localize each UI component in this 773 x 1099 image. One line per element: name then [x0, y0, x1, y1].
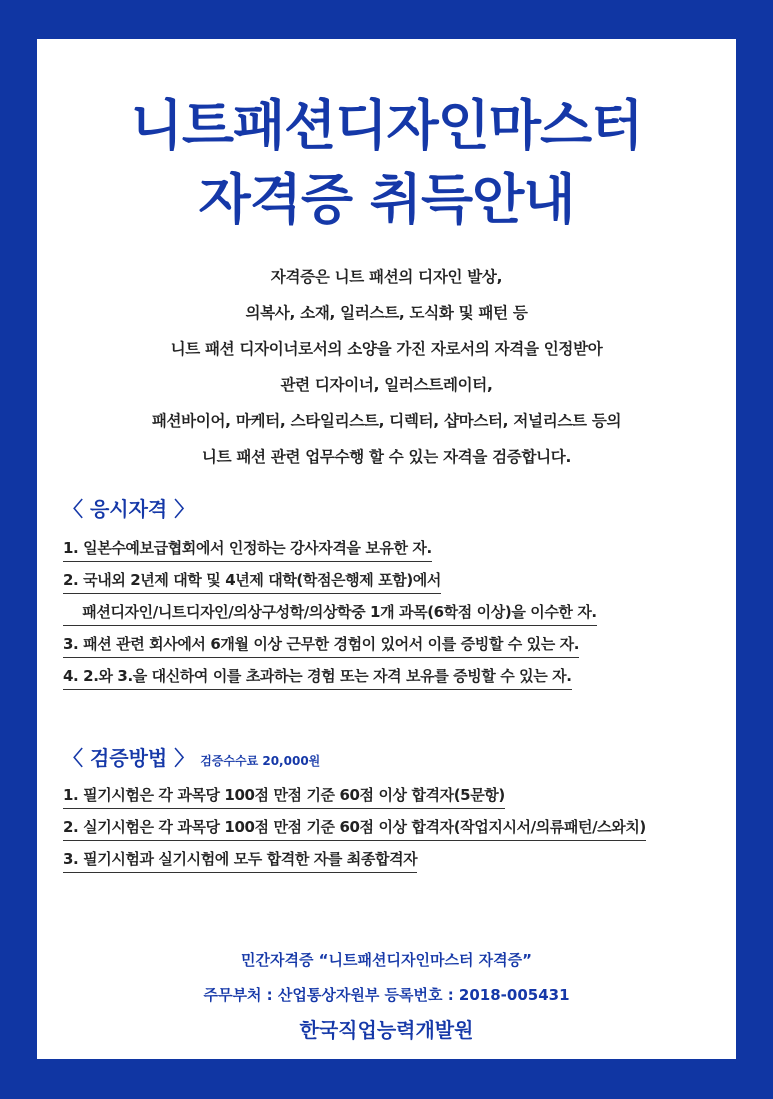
footer-registration: 주무부처 : 산업통상자원부 등록번호 : 2018-005431	[203, 986, 570, 1004]
title-line-2: 자격증 취득안내	[198, 168, 575, 231]
intro-line: 의복사, 소재, 일러스트, 도식화 및 패턴 등	[245, 304, 528, 322]
method-item: 2. 실기시험은 각 과목당 100점 만점 기준 60점 이상 합격자(작업지시서/의류패턴/스와치)	[63, 816, 646, 841]
method-heading	[63, 745, 320, 774]
footer-organization: 한국직업능력개발원	[299, 1018, 474, 1042]
document-page	[37, 39, 736, 1059]
qualification-item: 1. 일본수예보급협회에서 인정하는 강사자격을 보유한 자.	[63, 537, 432, 562]
qualification-heading: 〈 응시자격 〉	[63, 497, 195, 521]
intro-line: 패션바이어, 마케터, 스타일리스트, 디렉터, 샵마스터, 저널리스트 등의	[151, 412, 622, 430]
intro-line: 관련 디자이너, 일러스트레이터,	[280, 376, 493, 394]
fee-note: 검증수수료 20,000원	[200, 754, 321, 768]
method-item: 1. 필기시험은 각 과목당 100점 만점 기준 60점 이상 합격자(5문항)	[63, 784, 505, 809]
intro-line: 니트 패션 디자이너로서의 소양을 가진 자로서의 자격을 인정받아	[170, 340, 603, 358]
qualification-item: 4. 2.와 3.을 대신하여 이를 초과하는 경험 또는 자격 보유를 증빙할 수 있는 자.	[63, 665, 572, 690]
method-heading-label: 〈 검증방법 〉	[63, 746, 195, 770]
intro-line: 니트 패션 관련 업무수행 할 수 있는 자격을 검증합니다.	[201, 448, 572, 466]
intro-line: 자격증은 니트 패션의 디자인 발상,	[270, 268, 503, 286]
title-line-1: 니트패션디자인마스터	[130, 94, 643, 157]
method-item: 3. 필기시험과 실기시험에 모두 합격한 자를 최종합격자	[63, 848, 417, 873]
qualification-item: 3. 패션 관련 회사에서 6개월 이상 근무한 경험이 있어서 이를 증빙할 수 있는 자.	[63, 633, 579, 658]
qualification-item: 패션디자인/니트디자인/의상구성학/의상학중 1개 과목(6학점 이상)을 이수한 자.	[63, 601, 597, 626]
footer-certificate-name: 민간자격증 “니트패션디자인마스터 자격증”	[241, 951, 532, 969]
qualification-item: 2. 국내외 2년제 대학 및 4년제 대학(학점은행제 포함)에서	[63, 569, 441, 594]
intro-paragraph	[37, 259, 736, 475]
